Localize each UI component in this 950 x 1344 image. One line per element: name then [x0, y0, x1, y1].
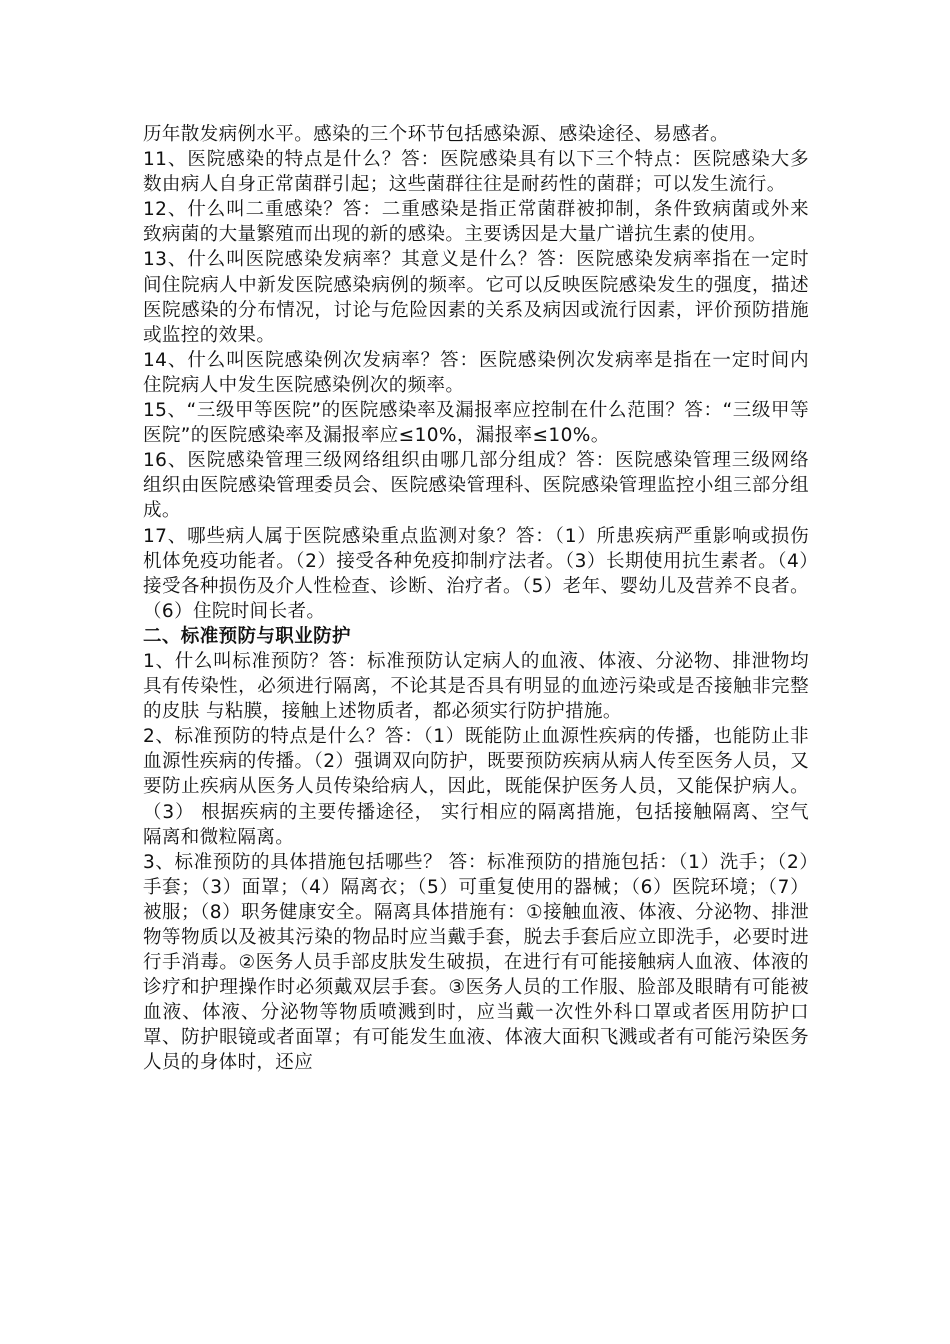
paragraph: 17、哪些病人属于医院感染重点监测对象？答：（1）所患疾病严重影响或损伤机体免疫功能者。（2）接受各种免疫抑制疗法者。（3）长期使用抗生素者。（4）接受各种损伤及介人性检查、诊断、治疗者。（5）老年、婴幼儿及营养不良者。（6）住院时间长者。	[143, 525, 809, 622]
paragraph: 11、医院感染的特点是什么？答：医院感染具有以下三个特点：医院感染大多数由病人自身正常菌群引起；这些菌群往往是耐药性的菌群；可以发生流行。	[143, 149, 809, 196]
section-heading: 二、标准预防与职业防护	[143, 625, 351, 647]
paragraph: 16、医院感染管理三级网络组织由哪几部分组成？答：医院感染管理三级网络组织由医院感染管理委员会、医院感染管理科、医院感染管理监控小组三部分组成。	[143, 450, 809, 522]
paragraph: 1、什么叫标准预防？答：标准预防认定病人的血液、体液、分泌物、排泄物均具有传染性，必须进行隔离，不论其是否具有明显的血迹污染或是否接触非完整的皮肤 与粘膜，接触上述物质者，都必须实行防护措施。	[143, 650, 809, 723]
paragraph: 3、标准预防的具体措施包括哪些？ 答：标准预防的措施包括：（1）洗手；（2）手套；（3）面罩；（4）隔离衣；（5）可重复使用的器械；（6）医院环境；（7）被服；（8）职务健康安全。隔离具体措施有：①接触血液、体液、分泌物、排泄物等物质以及被其污染的物品时应当戴手套，脱去手套后应立即洗手，必要时进行手消毒。②医务人员手部皮肤发生破损，在进行有可能接触病人血液、体液的诊疗和护理操作时必须戴双层手套。③医务人员的工作服、脸部及眼睛有可能被血液、体液、分泌物等物质喷溅到时，应当戴一次性外科口罩或者医用防护口罩、防护眼镜或者面罩；有可能发生血液、体液大面积飞溅或者有可能污染医务人员的身体时，还应	[143, 851, 809, 1074]
paragraph: 历年散发病例水平。感染的三个环节包括感染源、感染途径、易感者。	[143, 124, 729, 145]
paragraph: 12、什么叫二重感染？答：二重感染是指正常菌群被抑制，条件致病菌或外来致病菌的大量繁殖而出现的新的感染。主要诱因是大量广谱抗生素的使用。	[143, 199, 809, 246]
paragraph: 14、什么叫医院感染例次发病率？答：医院感染例次发病率是指在一定时间内住院病人中发生医院感染例次的频率。	[143, 349, 809, 396]
paragraph: 15、“三级甲等医院”的医院感染率及漏报率应控制在什么范围？答：“三级甲等医院”的医院感染率及漏报率应≤10%，漏报率≤10%。	[143, 400, 809, 447]
document-page	[143, 122, 809, 1076]
paragraph: 2、标准预防的特点是什么？答：（1）既能防止血源性疾病的传播，也能防止非血源性疾病的传播。（2）强调双向防护，既要预防疾病从病人传至医务人员，又要防止疾病从医务人员传染给病人，因此，既能保护医务人员，又能保护病人。（3） 根据疾病的主要传播途径， 实行相应的隔离措施，包括接触隔离、空气隔离和微粒隔离。	[143, 726, 809, 848]
paragraph: 13、什么叫医院感染发病率？其意义是什么？答：医院感染发病率指在一定时间住院病人中新发医院感染病例的频率。它可以反映医院感染发生的强度，描述医院感染的分布情况，讨论与危险因素的关系及病因或流行因素，评价预防措施或监控的效果。	[143, 249, 809, 346]
